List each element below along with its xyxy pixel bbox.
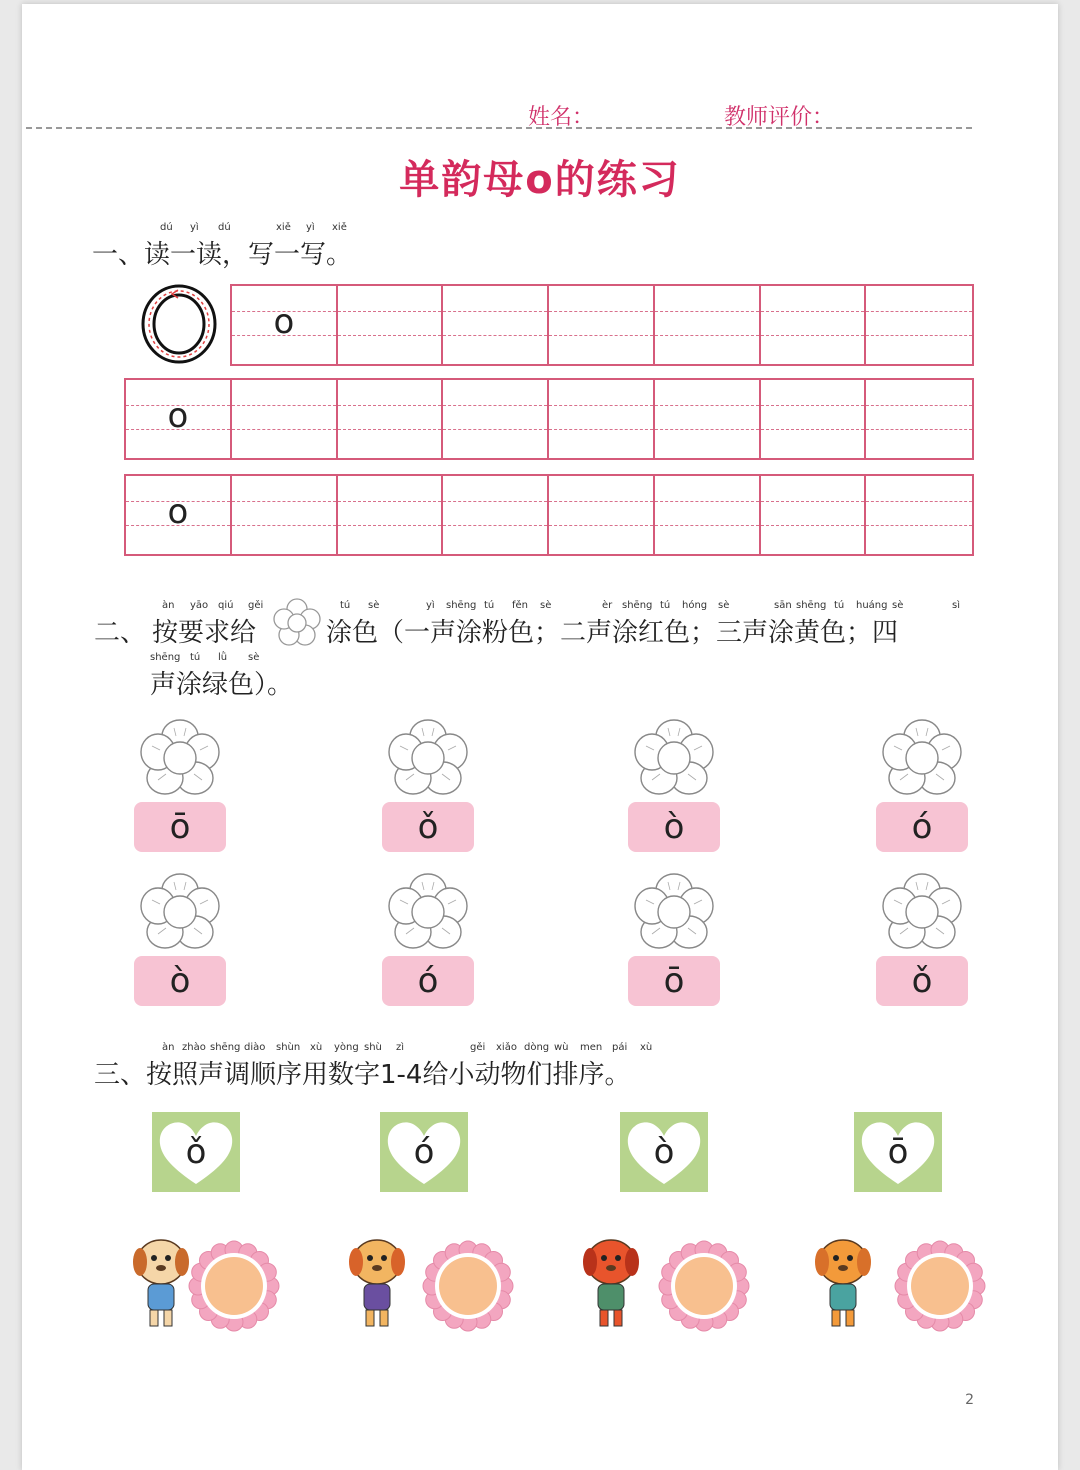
writing-grid-row-2	[124, 378, 974, 460]
pinyin: xù	[640, 1042, 653, 1053]
grid-cell[interactable]	[549, 476, 655, 554]
pinyin: xiě	[276, 222, 291, 233]
pinyin: shēng	[796, 600, 827, 611]
section-3-heading: 三、按照声调顺序用数字1-4给小动物们排序。	[94, 1060, 631, 1090]
pinyin: shēng	[446, 600, 477, 611]
page-number: 2	[965, 1392, 974, 1408]
grid-cell[interactable]	[443, 286, 549, 364]
heart-tone-label: ǒ	[185, 1132, 207, 1172]
writing-grid-row-3	[124, 474, 974, 556]
pinyin: sān	[774, 600, 792, 611]
pinyin: yāo	[190, 600, 209, 611]
header-divider	[26, 127, 972, 129]
sunflower-answer-circle[interactable]	[422, 1240, 514, 1332]
flower-outline-icon[interactable]	[880, 716, 964, 800]
example-letter: o	[167, 492, 189, 532]
section-2-text-b: 涂色（一声涂粉色；二声涂红色；三声涂黄色；四	[326, 618, 899, 648]
grid-cell[interactable]	[338, 476, 444, 554]
grid-cell[interactable]	[761, 380, 867, 458]
heart-tone-label: ò	[653, 1132, 675, 1172]
heart-tone-label: ō	[887, 1132, 909, 1172]
grid-cell[interactable]	[761, 476, 867, 554]
dog-icon	[126, 1232, 196, 1332]
flower-outline-icon[interactable]	[386, 870, 470, 954]
pinyin: zì	[396, 1042, 405, 1053]
pinyin: dú	[218, 222, 231, 233]
flower-outline-icon[interactable]	[632, 870, 716, 954]
tone-label: ō	[134, 802, 226, 852]
lion-icon	[342, 1232, 412, 1332]
pinyin: sì	[952, 600, 960, 611]
pinyin: tú	[660, 600, 671, 611]
tone-label: ò	[628, 802, 720, 852]
pinyin: shēng	[622, 600, 653, 611]
pinyin: sè	[540, 600, 552, 611]
grid-cell[interactable]	[126, 476, 232, 554]
section-2-text-c: 声涂绿色）。	[150, 670, 294, 700]
teacher-eval-label: 教师评价：	[724, 105, 835, 130]
grid-cell[interactable]	[866, 286, 972, 364]
pinyin: hóng	[682, 600, 708, 611]
pinyin: gěi	[248, 600, 264, 611]
pinyin: shù	[364, 1042, 382, 1053]
writing-grid-row-1	[230, 284, 974, 366]
sunflower-answer-circle[interactable]	[188, 1240, 280, 1332]
grid-cell[interactable]	[338, 380, 444, 458]
flower-outline-icon[interactable]	[138, 716, 222, 800]
grid-cell[interactable]	[338, 286, 444, 364]
pinyin: shùn	[276, 1042, 301, 1053]
cat-icon	[808, 1232, 878, 1332]
flower-outline-icon[interactable]	[632, 716, 716, 800]
pinyin: xiě	[332, 222, 347, 233]
section-2-number: 二、	[94, 618, 147, 648]
pinyin: yì	[426, 600, 435, 611]
heart-tone-card	[380, 1112, 468, 1192]
grid-cell[interactable]	[655, 476, 761, 554]
pinyin: dú	[160, 222, 173, 233]
squirrel-icon	[576, 1232, 646, 1332]
pinyin: sè	[368, 600, 380, 611]
grid-cell[interactable]	[761, 286, 867, 364]
pinyin: dòng	[524, 1042, 550, 1053]
sunflower-answer-circle[interactable]	[894, 1240, 986, 1332]
tone-label: ò	[134, 956, 226, 1006]
pinyin: shēng	[210, 1042, 241, 1053]
example-letter: o	[273, 302, 295, 342]
pinyin: àn	[162, 600, 175, 611]
grid-cell[interactable]	[443, 380, 549, 458]
name-label: 姓名：	[528, 105, 595, 130]
tone-label: ó	[876, 802, 968, 852]
grid-cell[interactable]	[549, 380, 655, 458]
pinyin: èr	[602, 600, 613, 611]
grid-cell[interactable]	[126, 380, 232, 458]
section-1-heading: 一、读一读，写一写。	[92, 240, 353, 270]
grid-cell[interactable]	[866, 476, 972, 554]
pinyin: shēng	[150, 652, 181, 663]
grid-cell[interactable]	[655, 286, 761, 364]
grid-cell[interactable]	[232, 380, 338, 458]
pinyin: sè	[248, 652, 260, 663]
worksheet-page	[22, 4, 1058, 1470]
letter-o-tracing-icon	[138, 282, 220, 366]
grid-cell[interactable]	[232, 476, 338, 554]
pinyin: men	[580, 1042, 603, 1053]
tone-label: ǒ	[382, 802, 474, 852]
pinyin: tú	[484, 600, 495, 611]
tone-label: ǒ	[876, 956, 968, 1006]
page-title: 单韵母o的练习	[399, 157, 681, 203]
grid-cell[interactable]	[655, 380, 761, 458]
pinyin: yì	[306, 222, 315, 233]
pinyin: xù	[310, 1042, 323, 1053]
heart-tone-card	[620, 1112, 708, 1192]
big-letter-o	[138, 282, 220, 366]
pinyin: diào	[244, 1042, 266, 1053]
pinyin: lǜ	[218, 652, 228, 663]
example-letter: o	[167, 396, 189, 436]
small-flower-icon	[272, 598, 322, 648]
pinyin: sè	[718, 600, 730, 611]
tone-label: ó	[382, 956, 474, 1006]
grid-cell[interactable]	[443, 476, 549, 554]
pinyin: tú	[340, 600, 351, 611]
pinyin: sè	[892, 600, 904, 611]
pinyin: gěi	[470, 1042, 486, 1053]
pinyin: pái	[612, 1042, 628, 1053]
heart-tone-label: ó	[413, 1132, 435, 1172]
section-2-text-a: 按要求给	[152, 618, 257, 648]
pinyin: yòng	[334, 1042, 359, 1053]
pinyin: tú	[190, 652, 201, 663]
pinyin: yì	[190, 222, 199, 233]
pinyin: tú	[834, 600, 845, 611]
tone-label: ō	[628, 956, 720, 1006]
pinyin: xiǎo	[496, 1042, 517, 1053]
flower-outline-icon[interactable]	[386, 716, 470, 800]
sunflower-answer-circle[interactable]	[658, 1240, 750, 1332]
heart-tone-card	[152, 1112, 240, 1192]
grid-cell[interactable]	[549, 286, 655, 364]
heart-tone-card	[854, 1112, 942, 1192]
pinyin: àn	[162, 1042, 175, 1053]
pinyin: fěn	[512, 600, 529, 611]
flower-outline-icon[interactable]	[138, 870, 222, 954]
pinyin: huáng	[856, 600, 888, 611]
grid-cell[interactable]	[232, 286, 338, 364]
pinyin: zhào	[182, 1042, 206, 1053]
pinyin: qiú	[218, 600, 234, 611]
flower-outline-icon[interactable]	[880, 870, 964, 954]
grid-cell[interactable]	[866, 380, 972, 458]
pinyin: wù	[554, 1042, 569, 1053]
